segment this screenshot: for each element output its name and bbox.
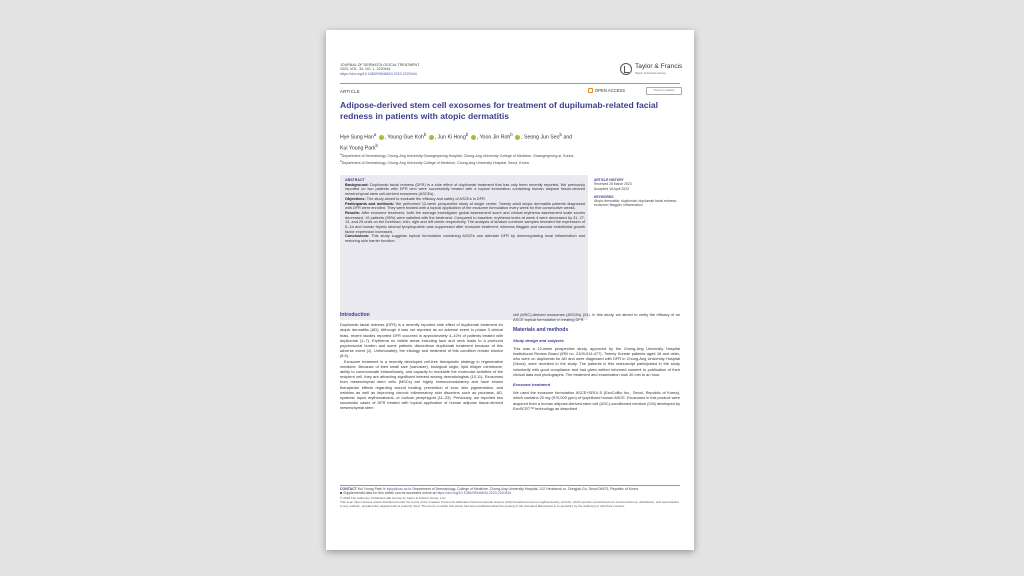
- author-name[interactable]: Jun Ki Hong: [437, 134, 466, 141]
- open-access-badge: [588, 88, 625, 93]
- journal-name: JOURNAL OF DERMATOLOGICAL TREATMENT: [340, 63, 420, 67]
- supplemental-icon: ◙: [340, 491, 343, 496]
- abstract-conclusions: Conclusions: This study suggests topical formulation containing ASCEs can alleviate DFR by downregulating local inflammation and restoring skin barrier function.: [345, 234, 585, 244]
- orcid-icon[interactable]: [471, 135, 476, 140]
- exosome-paragraph: We used the exosome formulation ASCE+SRLV-S (ExoCoBio Inc., Seoul, Republic of Korea), which contains 20 mg (970,000 ppm) of lyophilized human ASCE. Exosomes in this product were acquired from a human adipose-derived stem cell (ASC)-conditioned medium (CM) developed by ExoSCRT™ technology as described: [513, 390, 680, 411]
- author-affiliation-mark: b: [510, 132, 513, 137]
- supplemental-line: ◙ Supplemental data for this article can be accessed online at https://doi.org/10.1080/09546634.2023.2220444: [340, 491, 512, 496]
- journal-doi-link[interactable]: https://doi.org/10.1080/09546634.2023.2220444: [340, 71, 417, 76]
- journal-issue: 2023, VOL. 34, NO. 1, 2220444: [340, 67, 391, 72]
- publisher-name: Taylor & Francis: [635, 63, 683, 70]
- body-column-right: [513, 312, 680, 411]
- article-sidebar: [594, 178, 680, 208]
- contact-label: CONTACT: [340, 487, 357, 491]
- abstract-background: Background: Dupilumab facial redness (DFR) is a side effect of dupilumab treatment that has only been recently reported. We previously reported on two patients with DFR who were successfully treated with a topical formulation containing human adipose tissue-derived mesenchymal stem cell-derived exosomes (ASCEs).: [345, 182, 585, 197]
- accepted-date: Accepted 18 April 2023: [594, 186, 629, 191]
- header-divider: [340, 83, 680, 84]
- author-name[interactable]: Kui Young Park: [340, 145, 376, 152]
- affiliation-b: $^b$Department of Dermatology, Chung-Ang University College of Medicine, Chung-Ang University Hospital, Seoul, Korea: [340, 158, 529, 166]
- email-icon: ✉: [382, 487, 386, 491]
- author-name[interactable]: Yoon Jin Roh: [479, 134, 511, 141]
- abstract-participants: Participants and methods: We performed 12-week prospective study at single center. Twenty adult atopic dermatitis patients diagnosed with DFR were enrolled. They were treated with a topical application of the exosome formulation every week for five consecutive weeks.: [345, 201, 585, 211]
- keywords-heading: KEYWORDS: [594, 194, 614, 199]
- author-affiliation-mark: b: [423, 132, 427, 137]
- author-name[interactable]: Young Gue Koh: [387, 134, 424, 141]
- contact-email-link[interactable]: kyky@cau.ac.kr: [386, 487, 412, 491]
- orcid-icon[interactable]: [429, 135, 434, 140]
- author-affiliation-mark: b: [465, 132, 469, 137]
- abstract-objectives: Objectives: The study aimed to evaluate the efficacy and safety of ASCEs in DFR.: [345, 196, 486, 201]
- author-affiliation-mark: a: [373, 132, 377, 137]
- supplemental-link[interactable]: https://doi.org/10.1080/09546634.2023.2220444: [436, 491, 512, 496]
- contact-address: Department of Dermatology, College of Medicine, Chung-Ang University Hospital, 102 Heukseok-ro, Dongjak-Gu, Seoul 06973, Republic of Korea: [412, 487, 639, 491]
- orcid-icon[interactable]: [515, 135, 520, 140]
- open-lock-icon: [588, 88, 593, 93]
- contact-name: Kui Young Park: [357, 487, 382, 491]
- intro-heading: Introduction: [340, 312, 370, 318]
- exosome-subheading: Exosome treatment: [513, 382, 551, 388]
- intro-paragraph: Dupilumab facial redness (DFR) is a recently reported side effect of dupilumab treatment for atopic dermatitis (AD). Although it was not reported as an adverse event in phase 3 clinical trials, recent studies reported DFR occurred in approximately 4–10% of patients treated with dupilumab (1–7). Erythema on visible areas including face and neck leads to a profound psychosocial burden and some patients discontinue dupilumab treatment because of this adverse event (1). Unfortunately, the etiology and treatment of this condition remain elusive (8,9).: [340, 322, 503, 359]
- abstract: [345, 178, 585, 244]
- keywords-list: Atopic dermatitis; dupilumab; dupilumab facial redness; exosome; filaggrin; inflammation: [594, 199, 677, 208]
- design-paragraph: This was a 12-week prospective study, approved by the Chung-Ang University Hospital Institutional Review Board (IRB no. 2109-014-477). Twenty Korean patients aged 18 and older, who were on dupilumab for AD and were diagnosed with DFR in Chung-Ang University Hospital (Seoul), were recruited in the study. The patients in this manuscript participated in the study voluntarily with good compliance and had given written informed consent to publication of their clinical data and photographs. The treatment and examination took 30 min to an hour.: [513, 345, 680, 377]
- publisher-logo: [620, 61, 683, 79]
- methods-heading: Materials and methods: [513, 327, 569, 334]
- abstract-results: Results: After exosome treatment, both the average investigator global assessment score and clinical erythema assessment scale scores decreased. 19 patients (95%) were satisfied with the treatment. Compared to baseline, erythema index at week 4 were decreased by 31, 27, 13, and 25 units on the forehead, chin, right and left cheek respectively. The analysis of stratum corneum samples revealed the expression of IL-1α and human thymic stromal lymphopoietin was suppressed after exosome treatment, whereas filaggrin and vascular endothelial growth factor expression increased.: [345, 210, 585, 234]
- orcid-icon[interactable]: [379, 135, 384, 140]
- received-date: Received 28 March 2023: [594, 182, 632, 187]
- footer-divider: [340, 485, 680, 486]
- body-column-left: [340, 312, 503, 411]
- author-name[interactable]: Hye Sung Han: [340, 134, 374, 141]
- article-page: [326, 30, 694, 550]
- affiliations: [340, 152, 680, 166]
- open-access-label: OPEN ACCESS: [595, 88, 626, 93]
- abstract-heading: ABSTRACT: [345, 178, 365, 182]
- license-text: This is an Open Access article distributed under the terms of the Creative Commons Attribution-NonCommercial License (http://creativecommons.org/licenses/by-nc/4.0/), which permits unrestricted non-commercial use, distribution, and reproduction in any medium, provided the original work is properly cited. The terms on which this article has been published allow the posting of the Accepted Manuscript in a repository by the author(s) or with their consent.: [340, 499, 680, 508]
- article-title: Adipose-derived stem cell exosomes for treatment of dupilumab-related facial redness in patients with atopic dermatitis: [340, 100, 659, 121]
- design-subheading: Study design and subjects: [513, 337, 564, 343]
- author-name[interactable]: Seong Jun Seo: [524, 134, 560, 141]
- footer: [340, 487, 680, 508]
- publisher-group: Taylor & Francis Group: [635, 71, 666, 75]
- author-list: Hye Sung Han$^a$ , Young Gue Koh$^b$ , Jun Ki Hong$^b$ , Yoon Jin Roh$^b$ , Seong Jun Seo$^b$ and Kui Young Park$^b$: [340, 132, 573, 152]
- journal-header: [340, 63, 419, 76]
- intro-paragraph: Exosome treatment is a recently developed cell-free therapeutic strategy in regenerative medicine. Because of their small size (nanosize), biological origin, lipid bilayer membrane, ability to communicate intracellularly, and capacity to modulate the molecular activities of the recipient cell, they are attracting significant interest among dermatologists (10,11). Exosomes from mesenchymal stem cells (MSCs) are highly immunomodulatory and have shown therapeutic effects regarding wound healing, prevention of scar, skin pigmentation, and wrinkles as well as improving chronic inflammatory skin disorders such as psoriasis, AD, systemic lupus erythematosus, or bullous pemphigoid (11–23). Previously, we reported two successful cases of DFR treated with topical application of human adipose tissue-derived mesenchymal stem: [340, 358, 503, 411]
- author-affiliation-mark: b: [559, 132, 562, 137]
- author-affiliation-mark: b: [375, 142, 378, 148]
- copyright-line: © 2023 The Author(s). Published with license by Taylor & Francis Group, LLC: [340, 495, 446, 500]
- article-type: ARTICLE: [340, 89, 360, 94]
- publisher-emblem-icon: [620, 63, 632, 75]
- affiliation-a: $^a$Department of Dermatology, Chung-Ang University Gwangmyeong Hospital, Chung-Ang University College of Medicine, Gwangmyeong-si, Korea;: [340, 152, 574, 159]
- article-history-heading: ARTICLE HISTORY: [594, 178, 624, 182]
- intro-continuation: cell (MSC)-derived exosomes (ASCEs) (24). In this study, we aimed to verify the efficacy of an ASCE topical formulation in treating DFR.: [513, 312, 680, 323]
- check-for-updates-button[interactable]: Check for updates: [646, 87, 682, 95]
- author-conjunction: and: [563, 134, 573, 141]
